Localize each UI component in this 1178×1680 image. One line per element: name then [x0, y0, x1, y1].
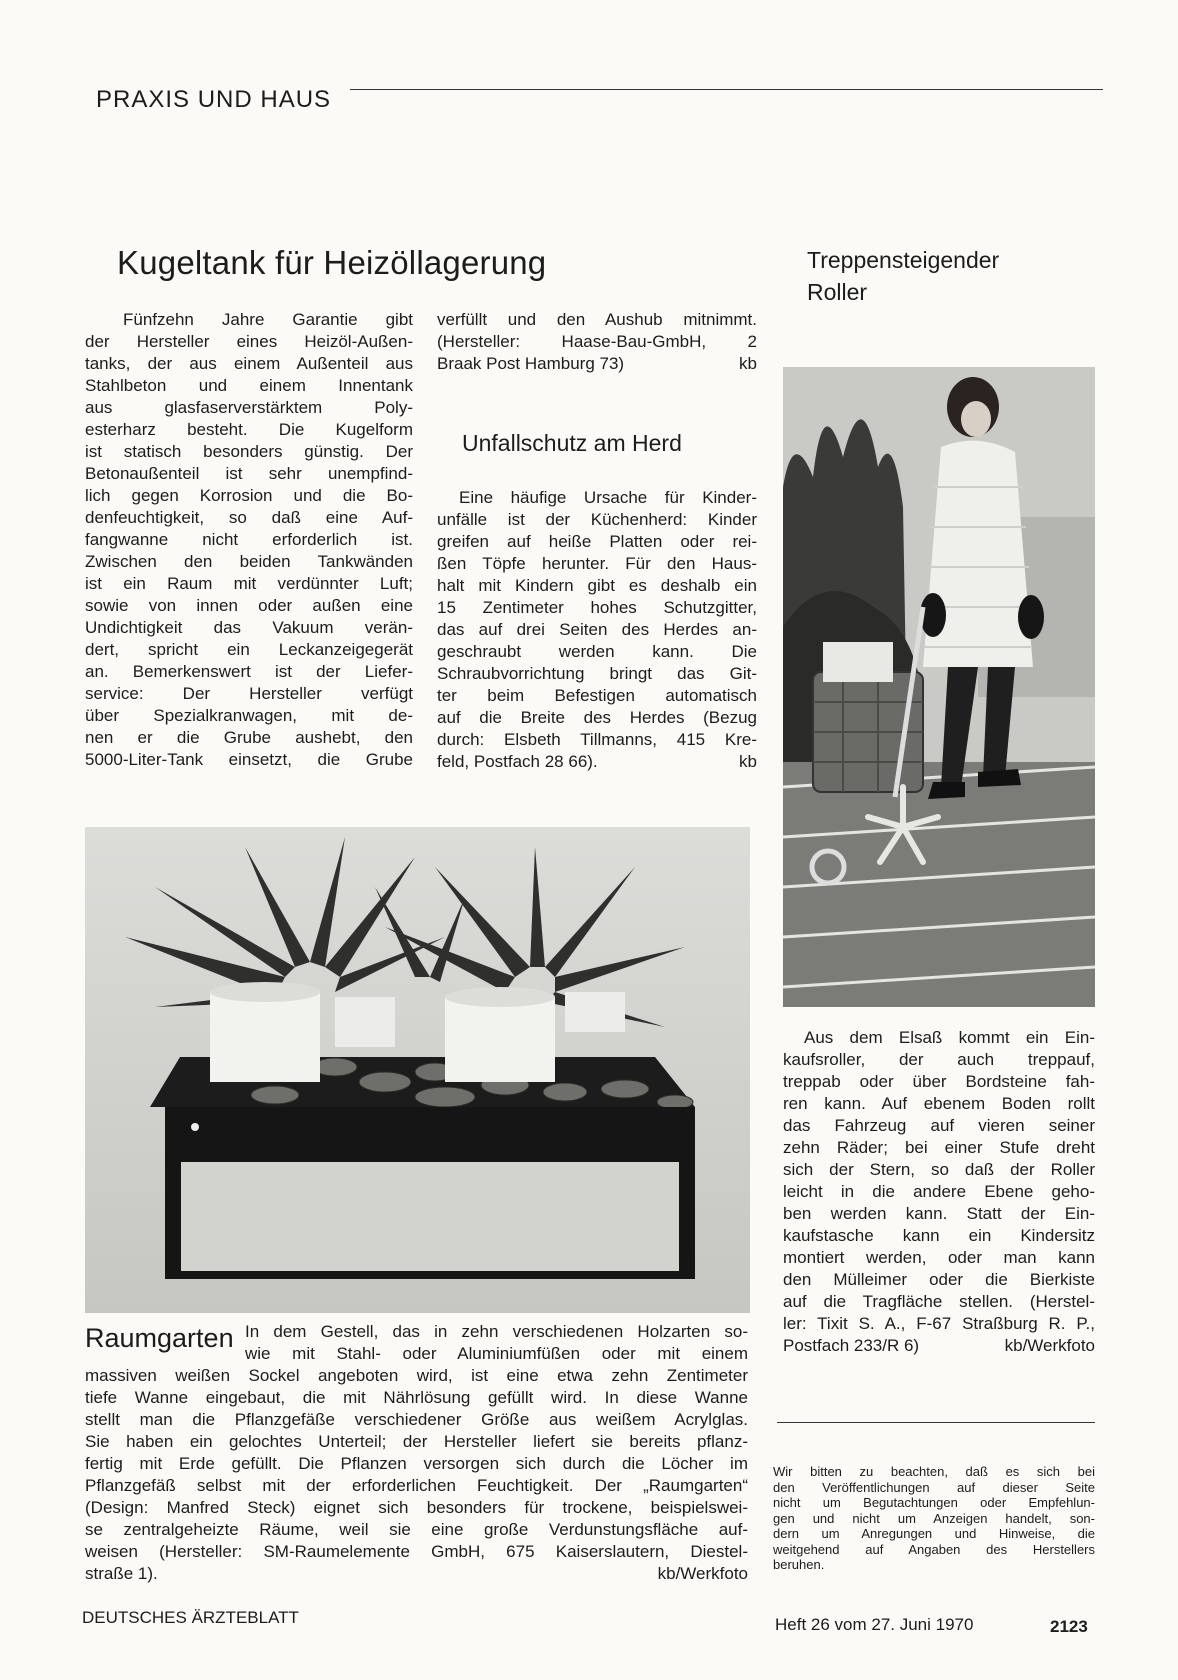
- text-line: tiefe Wanne eingebaut, die mit Nährlösung gefüllt wird. In diese Wanne: [85, 1388, 748, 1407]
- article-raumgarten-body: [85, 1365, 748, 1585]
- text-line-with-signature: [437, 751, 757, 773]
- text-line: halt mit Kindern gibt es deshalb ein: [437, 576, 757, 595]
- text-line: aus glasfaserverstärktem Poly-: [85, 398, 413, 417]
- text-line: ben werden kann. Statt der Ein-: [783, 1204, 1095, 1223]
- text-line: In dem Gestell, das in zehn verschiedenen Holzarten so-: [245, 1322, 748, 1341]
- text-line: greifen auf heiße Platten oder rei-: [437, 532, 757, 551]
- planter-photo-illustration: [85, 827, 750, 1313]
- text-line: Braak Post Hamburg 73): [437, 354, 625, 373]
- text-line: das Fahrzeug auf vieren seiner: [783, 1116, 1095, 1135]
- text-line: den Mülleimer oder die Bierkiste: [783, 1270, 1095, 1289]
- disclaimer-line: beruhen.: [773, 1557, 825, 1572]
- footer-page-number: 2123: [1050, 1617, 1088, 1636]
- disclaimer-line: gen und nicht um Anzeigen handelt, son-: [773, 1510, 1095, 1526]
- text-line: ler: Tixit S. A., F-67 Straßburg R. P.,: [783, 1314, 1095, 1333]
- text-line: Fünfzehn Jahre Garantie gibt: [123, 310, 413, 329]
- text-line: ist ein Raum mit verdünnter Luft;: [85, 574, 413, 593]
- disclaimer-line: Wir bitten zu beachten, daß es sich bei: [773, 1464, 1095, 1479]
- header-rule: [350, 89, 1103, 90]
- author-signature: kb: [739, 354, 757, 373]
- text-line: Eine häufige Ursache für Kinder-: [459, 488, 757, 507]
- text-line: ter beim Befestigen automatisch: [437, 686, 757, 705]
- article-kugeltank-col2: [437, 309, 757, 375]
- text-line: auf die Tragfläche stellen. (Herstel-: [783, 1292, 1095, 1311]
- text-line: fertig mit Erde gefüllt. Die Pflanzen versorgen sich durch die Löcher im: [85, 1454, 748, 1473]
- text-line: 15 Zentimeter hohes Schutzgitter,: [437, 598, 757, 617]
- article-title-kugeltank: Kugeltank für Heizöllagerung: [117, 244, 547, 281]
- text-line: esterharz besteht. Die Kugelform: [85, 420, 413, 439]
- article-title-raumgarten: Raumgarten: [85, 1323, 234, 1353]
- disclaimer-line: den Veröffentlichungen auf dieser Seite: [773, 1479, 1095, 1495]
- disclaimer-line: dern um Anregungen und Hinweise, die: [773, 1526, 1095, 1541]
- text-line: Betonaußenteil ist sehr unempfind-: [85, 464, 413, 483]
- text-line: das auf drei Seiten des Herdes an-: [437, 620, 757, 639]
- text-line: fangwanne nicht erforderlich ist.: [85, 530, 413, 549]
- article-kugeltank-col1: [85, 309, 413, 771]
- text-line: Undichtigkeit das Vakuum verän-: [85, 618, 413, 637]
- disclaimer-box: [773, 1464, 1095, 1573]
- text-line: kaufsroller, der auch treppauf,: [783, 1050, 1095, 1069]
- text-line: massiven weißen Sockel angeboten wird, ist eine etwa zehn Zentimeter: [85, 1366, 748, 1385]
- text-line: montiert werden, oder man kann: [783, 1248, 1095, 1267]
- author-signature: kb/Werkfoto: [1004, 1336, 1095, 1355]
- text-line: denfeuchtigkeit, so daß eine Auf-: [85, 508, 413, 527]
- text-line: Pflanzgefäß selbst mit der erforderlichen Feuchtigkeit. Der „Raumgarten“: [85, 1476, 748, 1495]
- text-line: Schraubvorrichtung bringt das Git-: [437, 664, 757, 683]
- text-line: ßen Töpfe herunter. Für den Haus-: [437, 554, 757, 573]
- text-line: 5000-Liter-Tank einsetzt, die Grube: [85, 750, 413, 769]
- title-line: Treppensteigender: [807, 247, 1000, 273]
- section-header: PRAXIS UND HAUS: [96, 86, 332, 113]
- text-line: nen er die Grube aushebt, den: [85, 728, 413, 747]
- text-line: an. Bemerkenswert ist der Liefer-: [85, 662, 413, 681]
- disclaimer-line: nicht um Begutachtungen oder Empfehlun-: [773, 1495, 1095, 1510]
- text-line: (Design: Manfred Steck) eignet sich besonders für trockene, beispielswei-: [85, 1498, 748, 1517]
- article-roller-body: [783, 1027, 1095, 1357]
- text-line: zehn Räder; bei einer Stufe dreht: [783, 1138, 1095, 1157]
- text-line: über Spezialkranwagen, mit de-: [85, 706, 413, 725]
- text-line: dert, spricht ein Leckanzeigegerät: [85, 640, 413, 659]
- text-line: kaufstasche kann ein Kindersitz: [783, 1226, 1095, 1245]
- disclaimer-rule: [777, 1422, 1095, 1423]
- text-line: Stahlbeton und einem Innentank: [85, 376, 413, 395]
- article-unfallschutz-body: [437, 487, 757, 773]
- text-line: feld, Postfach 28 66).: [437, 752, 598, 771]
- footer-journal: DEUTSCHES ÄRZTEBLATT: [82, 1608, 299, 1627]
- text-line: leicht in die andere Ebene geho-: [783, 1182, 1095, 1201]
- text-line: Aus dem Elsaß kommt ein Ein-: [804, 1028, 1095, 1047]
- text-line: service: Der Hersteller verfügt: [85, 684, 413, 703]
- text-line: Zwischen den beiden Tankwänden: [85, 552, 413, 571]
- text-line: sowie von innen oder außen eine: [85, 596, 413, 615]
- text-line: tanks, der aus einem Außenteil aus: [85, 354, 413, 373]
- text-line: durch: Elsbeth Tillmanns, 415 Kre-: [437, 730, 757, 749]
- text-line-with-signature: [85, 1563, 748, 1585]
- text-line: auf die Breite des Herdes (Bezug: [437, 708, 757, 727]
- text-line: der Hersteller eines Heizöl-Außen-: [85, 332, 413, 351]
- text-line: ist statisch besonders günstig. Der: [85, 442, 413, 461]
- text-line: lich gegen Korrosion und die Bo-: [85, 486, 413, 505]
- title-line: Roller: [807, 279, 868, 305]
- text-line: treppab oder über Bordsteine fah-: [783, 1072, 1095, 1091]
- text-line: wie mit Stahl- oder Aluminiumfüßen oder mit einem: [245, 1344, 748, 1363]
- article-title-unfallschutz: Unfallschutz am Herd: [462, 430, 682, 456]
- text-line: Sie haben ein gelochtes Unterteil; der Hersteller liefert sie bereits pflanz-: [85, 1432, 748, 1451]
- author-signature: kb: [739, 752, 757, 771]
- text-line: weisen (Hersteller: SM-Raumelemente GmbH, 675 Kaiserslautern, Diestel-: [85, 1542, 748, 1561]
- text-line: geschraubt werden kann. Die: [437, 642, 757, 661]
- text-line-with-signature: [783, 1335, 1095, 1357]
- text-line: stellt man die Pflanzgefäße verschiedener Größe aus weißem Acrylglas.: [85, 1410, 748, 1429]
- text-line: sich der Stern, so daß der Roller: [783, 1160, 1095, 1179]
- author-signature: kb/Werkfoto: [657, 1564, 748, 1583]
- text-line: Postfach 233/R 6): [783, 1336, 920, 1355]
- article-raumgarten-intro: [245, 1321, 748, 1365]
- disclaimer-line: weitgehend auf Angaben des Herstellers: [773, 1541, 1095, 1557]
- text-line: ren kann. Auf ebenem Boden rollt: [783, 1094, 1095, 1113]
- photo-raumgarten-planter: [85, 827, 750, 1313]
- photo-stair-climbing-trolley: [783, 367, 1095, 1007]
- text-line: unfälle ist der Küchenherd: Kinder: [437, 510, 757, 529]
- footer-issue: Heft 26 vom 27. Juni 1970: [775, 1615, 974, 1634]
- text-line: (Hersteller: Haase-Bau-GmbH, 2: [437, 332, 757, 351]
- text-line: verfüllt und den Aushub mitnimmt.: [437, 310, 757, 329]
- text-line-with-signature: [437, 353, 757, 375]
- trolley-photo-illustration: [783, 367, 1095, 1007]
- text-line: se zentralgeheizte Räume, weil sie eine große Verdunstungsfläche auf-: [85, 1520, 748, 1539]
- article-title-roller: [807, 244, 999, 308]
- text-line: straße 1).: [85, 1564, 158, 1583]
